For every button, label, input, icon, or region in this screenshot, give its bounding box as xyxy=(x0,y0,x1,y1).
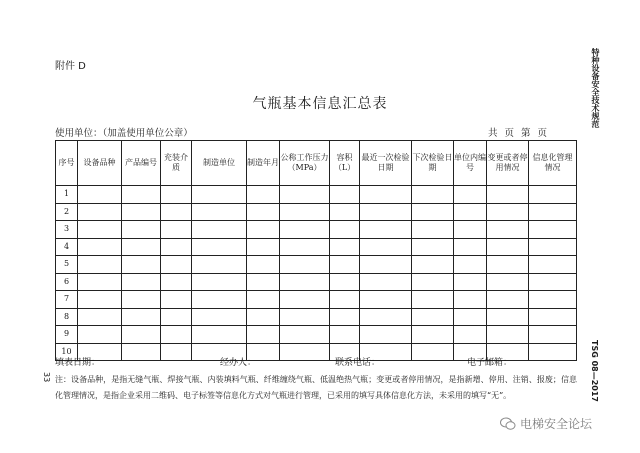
row-number: 5 xyxy=(56,256,78,274)
table-cell xyxy=(529,238,577,256)
table-cell xyxy=(78,238,122,256)
table-cell xyxy=(412,203,454,221)
table-cell xyxy=(78,326,122,344)
table-cell xyxy=(487,273,529,291)
table-cell xyxy=(161,308,192,326)
table-cell xyxy=(161,291,192,309)
column-header: 最近一次检验日期 xyxy=(360,141,412,186)
table-cell xyxy=(247,326,280,344)
table-cell xyxy=(487,326,529,344)
table-cell xyxy=(280,273,330,291)
column-header: 充装介质 xyxy=(161,141,192,186)
table-cell xyxy=(78,308,122,326)
watermark-text: 电梯安全论坛 xyxy=(520,417,593,431)
table-cell xyxy=(280,203,330,221)
table-cell xyxy=(412,221,454,239)
table-cell xyxy=(330,186,360,204)
column-header: 制造年月 xyxy=(247,141,280,186)
table-cell xyxy=(330,238,360,256)
table-cell xyxy=(529,291,577,309)
fill-date-label: 填表日期： xyxy=(55,358,101,368)
table-cell xyxy=(454,273,487,291)
column-header: 制造单位 xyxy=(192,141,247,186)
table-cell xyxy=(454,186,487,204)
table-cell xyxy=(122,256,161,274)
table-cell xyxy=(330,221,360,239)
table-cell xyxy=(247,221,280,239)
table-cell xyxy=(360,256,412,274)
table-cell xyxy=(487,308,529,326)
table-cell xyxy=(161,203,192,221)
table-cell xyxy=(161,256,192,274)
form-note: 注：设备品种，是指无缝气瓶、焊接气瓶、内装填料气瓶、纤维缠绕气瓶、低温绝热气瓶；变更或者停用情况，是指新增、停用、注销、报废；信息化管理情况，是指企业采用二维码、电子标签等信息化方式对气瓶进行管理，已采用的填写具体信息化方法，未采用的填写“无”。 xyxy=(55,375,577,400)
column-header: 下次检验日期 xyxy=(412,141,454,186)
row-number: 10 xyxy=(56,343,78,361)
table-cell xyxy=(412,186,454,204)
table-cell xyxy=(192,221,247,239)
table-cell xyxy=(78,186,122,204)
column-header: 信息化管理情况 xyxy=(529,141,577,186)
appendix-label: 附件 D xyxy=(55,61,86,72)
row-number: 8 xyxy=(56,308,78,326)
table-cell xyxy=(122,291,161,309)
table-cell xyxy=(280,308,330,326)
table-cell xyxy=(192,186,247,204)
handler-label: 经办人： xyxy=(220,358,257,368)
table-cell xyxy=(330,308,360,326)
table-cell xyxy=(487,203,529,221)
column-header: 容积（L） xyxy=(330,141,360,186)
table-cell xyxy=(412,308,454,326)
table-cell xyxy=(122,343,161,361)
table-row xyxy=(56,238,577,256)
table-cell xyxy=(122,308,161,326)
table-cell xyxy=(360,308,412,326)
table-cell xyxy=(330,256,360,274)
row-number: 1 xyxy=(56,186,78,204)
table-row xyxy=(56,203,577,221)
table-cell xyxy=(247,203,280,221)
table-cell xyxy=(487,291,529,309)
table-cell xyxy=(280,221,330,239)
table-row xyxy=(56,308,577,326)
table-cell xyxy=(529,343,577,361)
table-cell xyxy=(454,291,487,309)
row-number: 7 xyxy=(56,291,78,309)
phone-label: 联系电话： xyxy=(335,358,381,368)
cylinder-info-table xyxy=(55,140,577,361)
table-cell xyxy=(454,221,487,239)
table-cell xyxy=(487,256,529,274)
column-header: 设备品种 xyxy=(78,141,122,186)
table-cell xyxy=(247,238,280,256)
table-cell xyxy=(161,326,192,344)
page-count-label: 共 页 第 页 xyxy=(488,128,550,139)
table-cell xyxy=(78,291,122,309)
table-cell xyxy=(487,238,529,256)
table-row xyxy=(56,273,577,291)
table-row xyxy=(56,221,577,239)
column-header: 序号 xyxy=(56,141,78,186)
table-cell xyxy=(192,238,247,256)
table-cell xyxy=(161,273,192,291)
table-cell xyxy=(78,221,122,239)
column-header: 产品编号 xyxy=(122,141,161,186)
table-cell xyxy=(454,326,487,344)
page-number: 33 xyxy=(42,372,51,383)
table-cell xyxy=(412,291,454,309)
column-header: 变更或者停用情况 xyxy=(487,141,529,186)
table-header-row xyxy=(56,141,577,186)
table-cell xyxy=(280,291,330,309)
table-cell xyxy=(360,203,412,221)
table-cell xyxy=(360,273,412,291)
table-cell xyxy=(192,291,247,309)
row-number: 6 xyxy=(56,273,78,291)
table-cell xyxy=(360,238,412,256)
table-cell xyxy=(412,238,454,256)
table-cell xyxy=(454,203,487,221)
table-cell xyxy=(280,343,330,361)
column-header: 公称工作压力（MPa） xyxy=(280,141,330,186)
table-cell xyxy=(122,238,161,256)
table-cell xyxy=(122,273,161,291)
table-cell xyxy=(529,326,577,344)
table-cell xyxy=(280,256,330,274)
table-cell xyxy=(280,326,330,344)
table-cell xyxy=(161,186,192,204)
table-cell xyxy=(412,326,454,344)
table-cell xyxy=(360,221,412,239)
table-cell xyxy=(454,308,487,326)
table-cell xyxy=(454,256,487,274)
row-number: 3 xyxy=(56,221,78,239)
table-cell xyxy=(412,273,454,291)
table-cell xyxy=(330,291,360,309)
table-cell xyxy=(247,291,280,309)
table-cell xyxy=(487,186,529,204)
table-cell xyxy=(247,256,280,274)
table-cell xyxy=(122,186,161,204)
side-standard-code: TSG 08—2017 xyxy=(590,340,599,402)
table-cell xyxy=(192,308,247,326)
table-cell xyxy=(330,203,360,221)
table-cell xyxy=(529,273,577,291)
table-cell xyxy=(247,186,280,204)
table-cell xyxy=(122,221,161,239)
user-unit-label: 使用单位：（加盖使用单位公章） xyxy=(55,128,193,139)
table-cell xyxy=(161,343,192,361)
row-number: 4 xyxy=(56,238,78,256)
table-cell xyxy=(78,256,122,274)
table-cell xyxy=(280,186,330,204)
table-cell xyxy=(360,291,412,309)
table-cell xyxy=(192,203,247,221)
table-cell xyxy=(487,221,529,239)
table-row xyxy=(56,256,577,274)
table-cell xyxy=(122,203,161,221)
table-cell xyxy=(529,308,577,326)
table-cell xyxy=(161,221,192,239)
table-cell xyxy=(192,326,247,344)
table-cell xyxy=(360,186,412,204)
table-cell xyxy=(192,273,247,291)
table-cell xyxy=(330,326,360,344)
table-cell xyxy=(78,203,122,221)
wechat-icon xyxy=(500,417,516,431)
table-cell xyxy=(330,273,360,291)
table-cell xyxy=(454,238,487,256)
table-row xyxy=(56,326,577,344)
table-cell xyxy=(247,308,280,326)
side-spec-title: 特种设备安全技术规范 xyxy=(591,48,600,128)
table-cell xyxy=(122,326,161,344)
row-number: 2 xyxy=(56,203,78,221)
table-row xyxy=(56,291,577,309)
table-cell xyxy=(529,256,577,274)
column-header: 单位内编号 xyxy=(454,141,487,186)
table-row xyxy=(56,186,577,204)
table-body xyxy=(56,186,577,361)
table-cell xyxy=(529,186,577,204)
email-label: 电子邮箱： xyxy=(467,358,513,368)
table-cell xyxy=(412,256,454,274)
table-cell xyxy=(360,326,412,344)
form-title: 气瓶基本信息汇总表 xyxy=(252,96,388,112)
table-cell xyxy=(412,343,454,361)
watermark xyxy=(500,415,592,432)
table-cell xyxy=(78,273,122,291)
table-cell xyxy=(280,238,330,256)
table-cell xyxy=(247,273,280,291)
table-cell xyxy=(161,238,192,256)
row-number: 9 xyxy=(56,326,78,344)
table-cell xyxy=(529,203,577,221)
table-cell xyxy=(192,256,247,274)
table-cell xyxy=(529,221,577,239)
